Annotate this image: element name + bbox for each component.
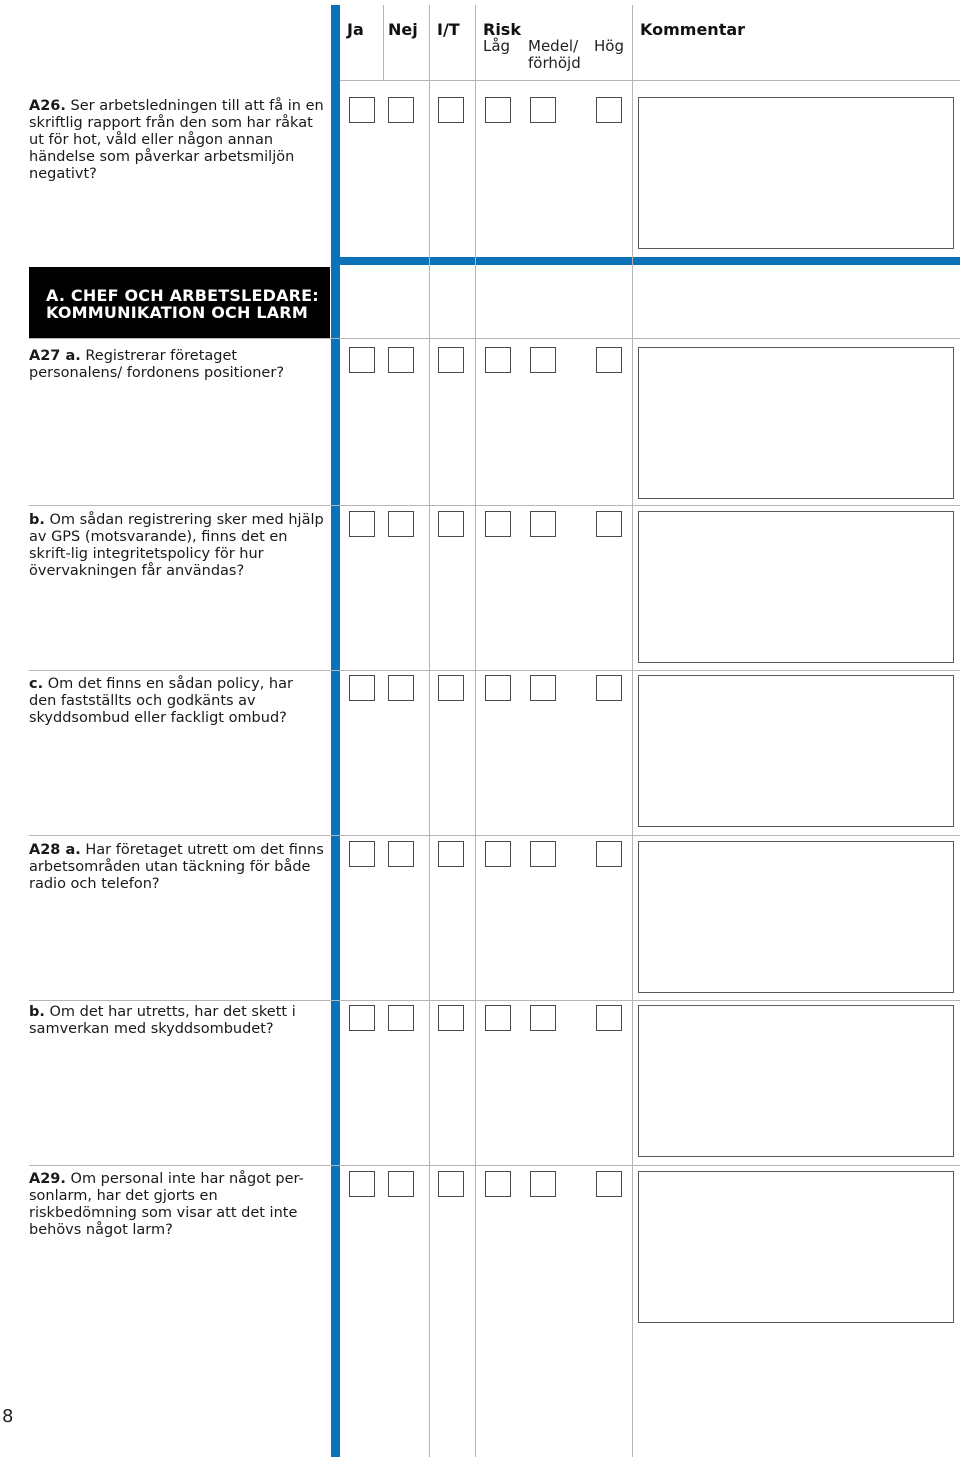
checkbox-it[interactable] (438, 841, 464, 867)
checkbox-it[interactable] (438, 1171, 464, 1197)
column-divider-risk-kommentar (632, 5, 633, 1457)
header-risk-forhojd: förhöjd (528, 54, 581, 72)
row-divider (29, 835, 960, 836)
header-it: I/T (437, 20, 460, 39)
question-number: A27 a. (29, 348, 81, 364)
checkbox-risk-lag[interactable] (485, 841, 511, 867)
question-number: b. (29, 512, 45, 528)
question-text: Om sådan registrering sker med hjälp av GPS (motsvarande), finns det en skrift-lig integritetspolicy för hur övervakningen får användas? (29, 512, 324, 579)
checkbox-nej[interactable] (388, 1171, 414, 1197)
question-text: Ser arbetsledningen till att få in en skriftlig rapport från den som har råkat ut för hot, våld eller någon annan händelse som påverkar arbetsmiljön negativt? (29, 98, 324, 182)
header-nej: Nej (388, 20, 418, 39)
question-number: b. (29, 1004, 45, 1020)
checkbox-risk-hog[interactable] (596, 347, 622, 373)
checkbox-risk-medel[interactable] (530, 511, 556, 537)
column-divider-nej-it (429, 5, 430, 1457)
comment-box[interactable] (638, 97, 954, 249)
question-a29 (29, 1171, 324, 1239)
checkbox-risk-lag[interactable] (485, 1171, 511, 1197)
checkbox-it[interactable] (438, 675, 464, 701)
checkbox-it[interactable] (438, 511, 464, 537)
header-risk: Risk (483, 20, 521, 39)
column-divider-it-risk (475, 5, 476, 1457)
question-a27c (29, 676, 324, 727)
comment-box[interactable] (638, 841, 954, 993)
checkbox-risk-medel[interactable] (530, 1171, 556, 1197)
blue-section-divider (340, 257, 960, 265)
checkbox-risk-hog[interactable] (596, 675, 622, 701)
header-risk-lag: Låg (483, 37, 511, 55)
checkbox-nej[interactable] (388, 347, 414, 373)
checkbox-risk-medel[interactable] (530, 97, 556, 123)
checkbox-nej[interactable] (388, 1005, 414, 1031)
question-text: Om det finns en sådan policy, har den fastställts och godkänts av skyddsombud eller fackligt ombud? (29, 676, 293, 726)
checkbox-risk-medel[interactable] (530, 675, 556, 701)
question-a27a (29, 348, 324, 382)
checkbox-ja[interactable] (349, 1005, 375, 1031)
question-a26 (29, 98, 324, 183)
checkbox-it[interactable] (438, 1005, 464, 1031)
question-number: A26. (29, 98, 66, 114)
checkbox-ja[interactable] (349, 675, 375, 701)
page-number: 8 (2, 1406, 14, 1427)
checkbox-risk-medel[interactable] (530, 347, 556, 373)
question-number: A29. (29, 1171, 66, 1187)
checkbox-nej[interactable] (388, 97, 414, 123)
checkbox-ja[interactable] (349, 841, 375, 867)
comment-box[interactable] (638, 1171, 954, 1323)
checkbox-risk-hog[interactable] (596, 97, 622, 123)
section-heading-band (29, 267, 330, 338)
checkbox-risk-lag[interactable] (485, 1005, 511, 1031)
checkbox-it[interactable] (438, 97, 464, 123)
question-text: Om det har utretts, har det skett i samverkan med skyddsombudet? (29, 1004, 296, 1037)
comment-box[interactable] (638, 1005, 954, 1157)
checkbox-risk-lag[interactable] (485, 511, 511, 537)
header-risk-hog: Hög (594, 37, 624, 55)
checkbox-risk-hog[interactable] (596, 511, 622, 537)
comment-box[interactable] (638, 347, 954, 499)
header-ja: Ja (347, 20, 364, 39)
checkbox-nej[interactable] (388, 841, 414, 867)
header-risk-medel: Medel/ (528, 37, 579, 55)
section-title-line1: A. CHEF OCH ARBETSLEDARE: (46, 286, 319, 305)
header-bottom-rule (340, 80, 960, 81)
question-number: A28 a. (29, 842, 81, 858)
question-a27b (29, 512, 324, 580)
checkbox-risk-hog[interactable] (596, 1005, 622, 1031)
row-divider (29, 1165, 960, 1166)
checkbox-risk-hog[interactable] (596, 1171, 622, 1197)
row-divider (29, 505, 960, 506)
blue-vertical-divider (331, 5, 340, 1457)
row-divider (29, 670, 960, 671)
checkbox-risk-medel[interactable] (530, 1005, 556, 1031)
section-title-line2: KOMMUNIKATION OCH LARM (46, 303, 308, 322)
header-kommentar: Kommentar (640, 20, 746, 39)
checkbox-risk-lag[interactable] (485, 675, 511, 701)
checkbox-it[interactable] (438, 347, 464, 373)
question-a28b (29, 1004, 324, 1038)
checkbox-risk-lag[interactable] (485, 97, 511, 123)
checkbox-ja[interactable] (349, 347, 375, 373)
checkbox-risk-hog[interactable] (596, 841, 622, 867)
checkbox-risk-lag[interactable] (485, 347, 511, 373)
question-text: Registrerar företaget personalens/ fordonens positioner? (29, 348, 285, 381)
question-text: Har företaget utrett om det finns arbetsområden utan täckning för både radio och telefon? (29, 842, 324, 892)
checkbox-nej[interactable] (388, 511, 414, 537)
checkbox-nej[interactable] (388, 675, 414, 701)
row-divider (29, 338, 960, 339)
comment-box[interactable] (638, 675, 954, 827)
question-a28a (29, 842, 324, 893)
question-text: Om personal inte har något per-sonlarm, har det gjorts en riskbedömning som visar att det inte behövs något larm? (29, 1171, 304, 1238)
column-divider-ja-nej (383, 5, 384, 80)
checkbox-ja[interactable] (349, 511, 375, 537)
checkbox-ja[interactable] (349, 97, 375, 123)
row-divider (29, 1000, 960, 1001)
checkbox-ja[interactable] (349, 1171, 375, 1197)
checkbox-risk-medel[interactable] (530, 841, 556, 867)
comment-box[interactable] (638, 511, 954, 663)
question-number: c. (29, 676, 44, 692)
